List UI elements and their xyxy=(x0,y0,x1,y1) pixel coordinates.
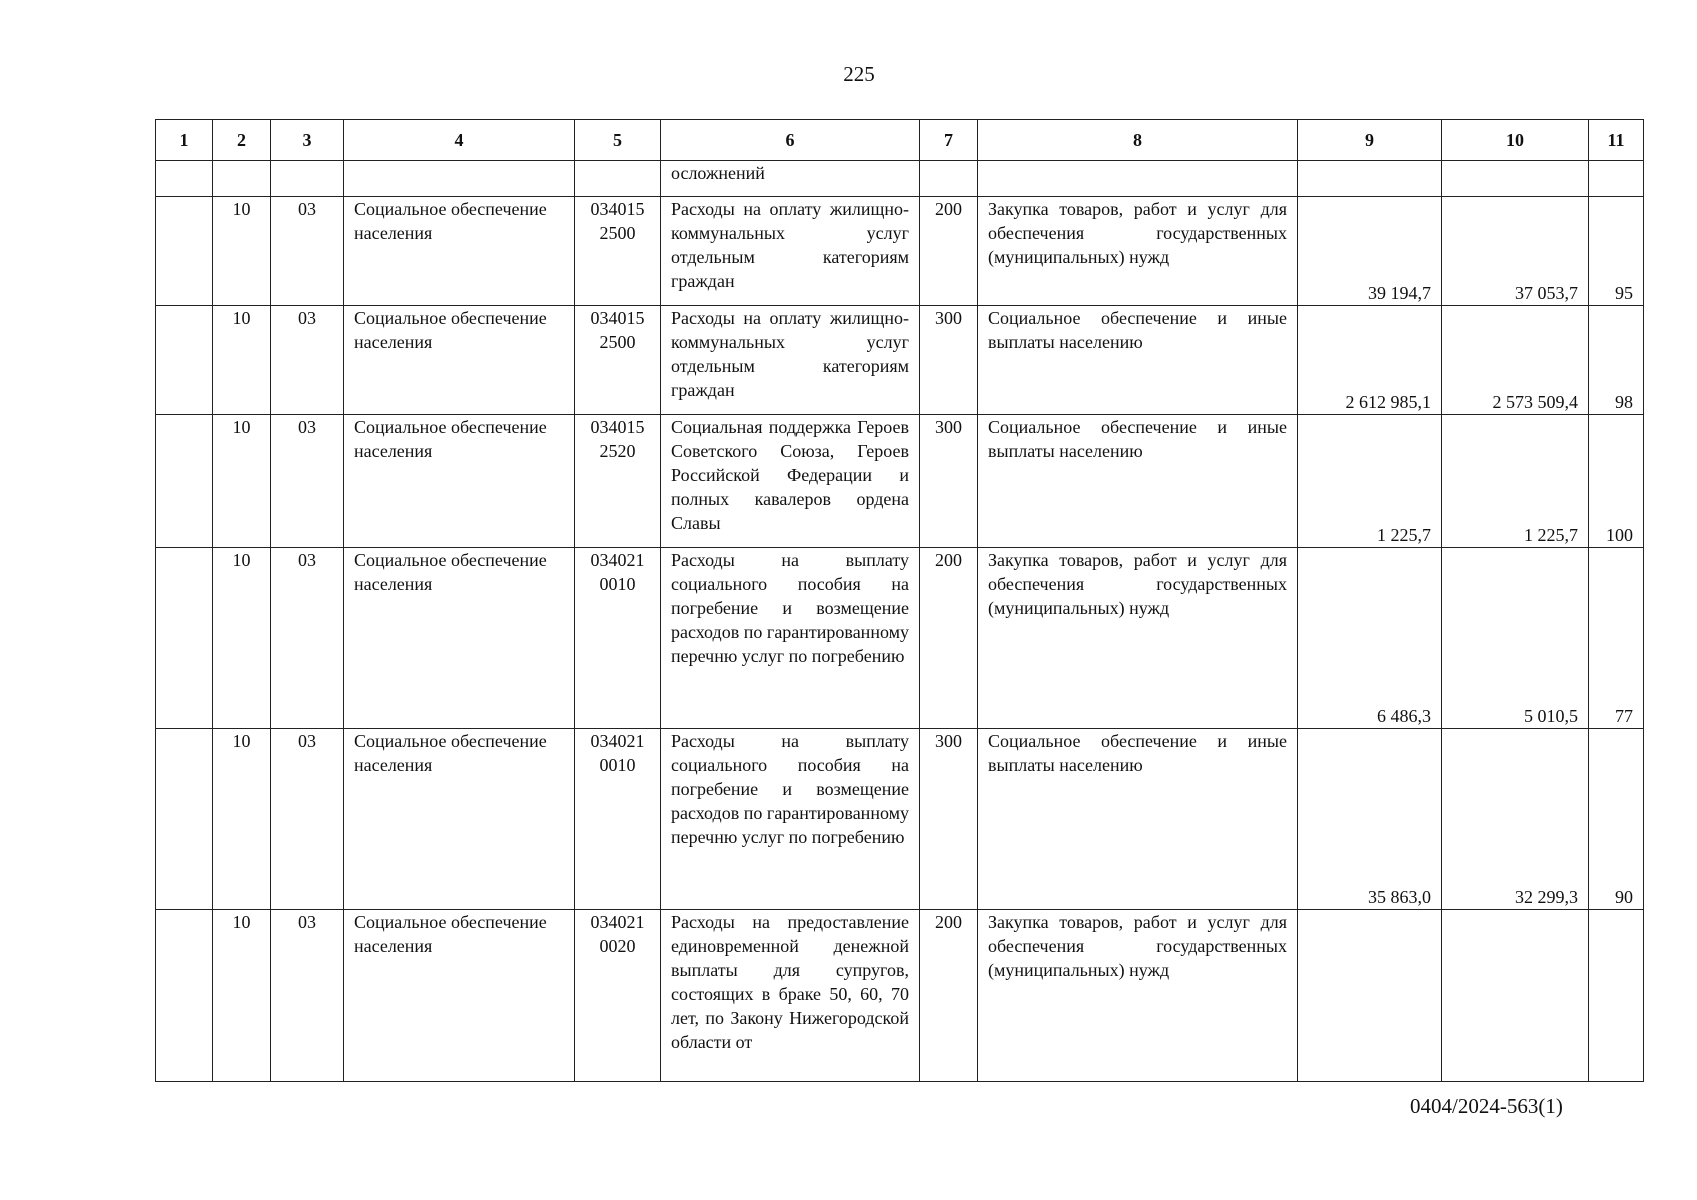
planned-amount: 35 863,0 xyxy=(1298,729,1442,910)
target-article-code: 034015 2500 xyxy=(575,197,661,306)
percent-value xyxy=(1589,910,1644,1082)
subsection-name: Социальное обеспечение населения xyxy=(344,306,575,415)
expense-type-name: Социальное обеспечение и иные выплаты населению xyxy=(978,306,1298,415)
target-article-code: 034021 0020 xyxy=(575,910,661,1082)
percent-value: 90 xyxy=(1589,729,1644,910)
planned-amount xyxy=(1298,910,1442,1082)
expense-type-name: Закупка товаров, работ и услуг для обеспечения государственных (муниципальных) нужд xyxy=(978,910,1298,1082)
target-article-code: 034015 2500 xyxy=(575,306,661,415)
document-code: 0404/2024-563(1) xyxy=(1410,1094,1563,1118)
continuation-row xyxy=(156,161,1644,197)
actual-amount: 2 573 509,4 xyxy=(1442,306,1589,415)
subsection-code: 03 xyxy=(271,548,344,729)
col-header: 10 xyxy=(1442,120,1589,161)
col-header: 5 xyxy=(575,120,661,161)
table-row xyxy=(156,415,1644,548)
subsection-code: 03 xyxy=(271,415,344,548)
planned-amount: 1 225,7 xyxy=(1298,415,1442,548)
section-code: 10 xyxy=(213,729,271,910)
planned-amount: 6 486,3 xyxy=(1298,548,1442,729)
planned-amount: 39 194,7 xyxy=(1298,197,1442,306)
expense-type-name: Закупка товаров, работ и услуг для обеспечения государственных (муниципальных) нужд xyxy=(978,197,1298,306)
target-article-code: 034015 2520 xyxy=(575,415,661,548)
table-row xyxy=(156,197,1644,306)
expense-description: осложнений xyxy=(661,161,920,197)
col-header: 4 xyxy=(344,120,575,161)
subsection-name: Социальное обеспечение населения xyxy=(344,415,575,548)
subsection-name: Социальное обеспечение населения xyxy=(344,197,575,306)
expense-type-code: 200 xyxy=(920,910,978,1082)
expense-type-code: 200 xyxy=(920,548,978,729)
actual-amount: 37 053,7 xyxy=(1442,197,1589,306)
col-header: 3 xyxy=(271,120,344,161)
section-code: 10 xyxy=(213,548,271,729)
planned-amount: 2 612 985,1 xyxy=(1298,306,1442,415)
table-row xyxy=(156,910,1644,1082)
expense-description: Расходы на оплату жилищно-коммунальных услуг отдельным категориям граждан xyxy=(661,197,920,306)
expense-type-code: 300 xyxy=(920,306,978,415)
table-row xyxy=(156,729,1644,910)
percent-value: 98 xyxy=(1589,306,1644,415)
page-number: 225 xyxy=(843,62,875,86)
expense-description: Расходы на выплату социального пособия на погребение и возмещение расходов по гарантированному перечню услуг по погребению xyxy=(661,729,920,910)
section-code: 10 xyxy=(213,306,271,415)
subsection-name: Социальное обеспечение населения xyxy=(344,729,575,910)
col-header: 9 xyxy=(1298,120,1442,161)
col-header: 6 xyxy=(661,120,920,161)
expense-type-name: Социальное обеспечение и иные выплаты населению xyxy=(978,415,1298,548)
expense-type-code: 300 xyxy=(920,729,978,910)
col-header: 7 xyxy=(920,120,978,161)
expense-type-code: 200 xyxy=(920,197,978,306)
expense-description: Расходы на выплату социального пособия на погребение и возмещение расходов по гарантированному перечню услуг по погребению xyxy=(661,548,920,729)
target-article-code: 034021 0010 xyxy=(575,548,661,729)
actual-amount xyxy=(1442,910,1589,1082)
expense-description: Расходы на оплату жилищно-коммунальных услуг отдельным категориям граждан xyxy=(661,306,920,415)
section-code: 10 xyxy=(213,197,271,306)
section-code: 10 xyxy=(213,415,271,548)
expense-type-name: Закупка товаров, работ и услуг для обеспечения государственных (муниципальных) нужд xyxy=(978,548,1298,729)
col-header: 8 xyxy=(978,120,1298,161)
col-header: 11 xyxy=(1589,120,1644,161)
subsection-code: 03 xyxy=(271,910,344,1082)
percent-value: 100 xyxy=(1589,415,1644,548)
subsection-name: Социальное обеспечение населения xyxy=(344,910,575,1082)
percent-value: 77 xyxy=(1589,548,1644,729)
subsection-code: 03 xyxy=(271,197,344,306)
section-code: 10 xyxy=(213,910,271,1082)
actual-amount: 5 010,5 xyxy=(1442,548,1589,729)
expense-description: Расходы на предоставление единовременной денежной выплаты для супругов, состоящих в браке 50, 60, 70 лет, по Закону Нижегородской области от xyxy=(661,910,920,1082)
col-header: 1 xyxy=(156,120,213,161)
target-article-code: 034021 0010 xyxy=(575,729,661,910)
subsection-name: Социальное обеспечение населения xyxy=(344,548,575,729)
expense-type-code: 300 xyxy=(920,415,978,548)
col-header: 2 xyxy=(213,120,271,161)
expense-description: Социальная поддержка Героев Советского Союза, Героев Российской Федерации и полных кавалеров ордена Славы xyxy=(661,415,920,548)
table-row xyxy=(156,306,1644,415)
budget-table xyxy=(155,119,1644,1082)
table-row xyxy=(156,548,1644,729)
table-header-row xyxy=(156,120,1644,161)
expense-type-name: Социальное обеспечение и иные выплаты населению xyxy=(978,729,1298,910)
actual-amount: 1 225,7 xyxy=(1442,415,1589,548)
subsection-code: 03 xyxy=(271,306,344,415)
actual-amount: 32 299,3 xyxy=(1442,729,1589,910)
percent-value: 95 xyxy=(1589,197,1644,306)
subsection-code: 03 xyxy=(271,729,344,910)
